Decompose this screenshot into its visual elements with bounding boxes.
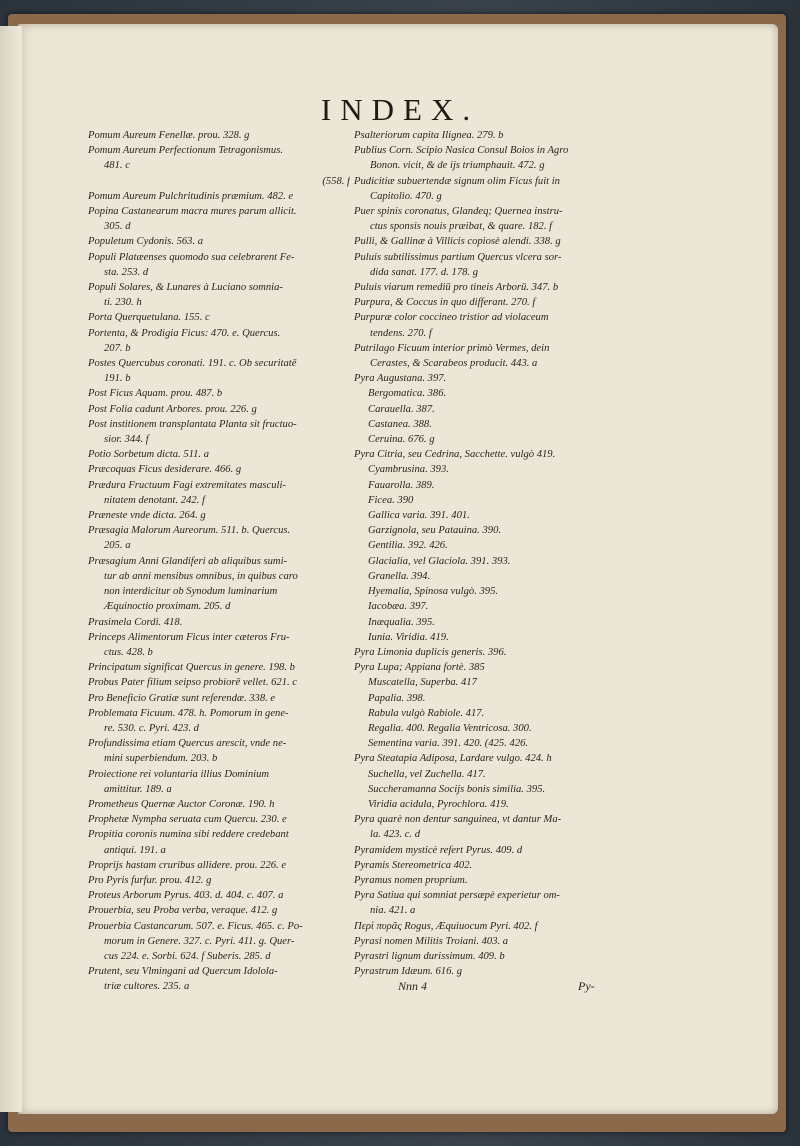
index-entry: tendens. 270. f xyxy=(370,327,432,339)
index-entry: Pyrastrum Idæum. 616. g xyxy=(354,966,462,978)
index-entry: Pyra Satiua qui somniat persæpè experietur om- xyxy=(354,890,560,902)
index-entry: Proteus Arborum Pyrus. 403. d. 404. c. 407. a xyxy=(88,890,284,902)
index-entry: Muscatella, Superba. 417 xyxy=(368,677,477,689)
index-entry: nia. 421. a xyxy=(370,905,416,917)
index-entry: 207. b xyxy=(104,342,131,354)
index-entry: antiqui. 191. a xyxy=(104,844,166,856)
index-entry: Æquinoctio proximam. 205. d xyxy=(104,601,231,613)
index-column-left xyxy=(88,128,350,995)
index-entry: la. 423. c. d xyxy=(370,829,421,841)
index-column-right xyxy=(354,128,612,979)
index-entry: Præneste vnde dicta. 264. g xyxy=(88,510,206,522)
index-entry: Prædura Fructuum Fagi extremitates masculi- xyxy=(88,479,286,491)
signature-mark: Nnn 4 xyxy=(398,979,428,993)
index-entry: Potio Sorbetum dicta. 511. a xyxy=(88,449,210,461)
index-entry: Viridia acidula, Pyrochlora. 419. xyxy=(368,798,509,810)
index-entry: Succheramanna Socijs bonis similia. 395. xyxy=(368,783,546,795)
index-entry: Profundissima etiam Quercus arescit, vnde ne- xyxy=(88,738,287,750)
index-entry: Pyra Augustana. 397. xyxy=(354,373,447,385)
index-entry: Præsagia Malorum Aureorum. 511. b. Quercus. xyxy=(88,525,291,537)
index-entry: Populetum Cydonis. 563. a xyxy=(88,236,204,248)
index-entry: Pomum Aureum Fenellæ. prou. 328. g xyxy=(88,130,250,141)
index-entry: Præcoquas Ficus desiderare. 466. g xyxy=(88,464,242,476)
index-entry: Cerastes, & Scarabeos producit. 443. a xyxy=(370,358,538,370)
index-entry: Pyramus nomen proprium. xyxy=(354,874,468,886)
index-entry: Præsagium Anni Glandiferi ab aliquibus sumi- xyxy=(88,555,288,567)
index-entry: Garzignola, seu Patauina. 390. xyxy=(368,525,502,537)
index-entry: Post Ficus Aquam. prou. 487. b xyxy=(88,388,223,400)
index-entry: Propitia coronis numina sibi reddere credebant xyxy=(88,829,289,841)
index-entry: Pyra Citria, seu Cedrina, Sacchette. vulgò 419. xyxy=(354,449,556,461)
index-entry: Iunia. Viridia. 419. xyxy=(368,631,449,643)
index-entry: amittitur. 189. a xyxy=(104,783,172,795)
index-entry: Pyramis Stereometrica 402. xyxy=(354,859,473,871)
index-entry: Bergomatica. 386. xyxy=(368,388,447,400)
index-entry: Portenta, & Prodigia Ficus: 470. e. Quercus. xyxy=(88,327,281,339)
index-entry: Glacialia, vel Glaciola. 391. 393. xyxy=(368,555,511,567)
index-entry: nitatem denotant. 242. f xyxy=(104,494,205,506)
index-entry: Pyramidem mysticè refert Pyrus. 409. d xyxy=(354,844,523,856)
index-entry: Περὶ πυρᾶς Rogus, Æquiuocum Pyri. 402. f xyxy=(354,920,538,932)
index-entry: Puluis viarum remediū pro tineis Arborū. 347. b xyxy=(354,282,559,294)
index-entry: dida sanat. 177. d. 178. g xyxy=(370,266,479,278)
index-entry: triæ cultores. 235. a xyxy=(104,981,190,993)
index-entry: 481. c xyxy=(104,160,130,172)
index-entry: Proiectione rei voluntaria illius Dominium xyxy=(88,768,270,780)
index-entry: Pro Pyris furfur. prou. 412. g xyxy=(88,874,212,886)
index-entry: Putrilago Ficuum interior primò Vermes, dein xyxy=(354,342,550,354)
index-entry: sior. 344. f xyxy=(104,434,149,446)
index-entry: non interdicitur ob Synodum luminarium xyxy=(104,586,278,598)
index-entry: Probus Pater filium seipso probiorē vellet. 621. c xyxy=(88,677,298,689)
index-entry: Prouerbia, seu Proba verba, veraque. 412. g xyxy=(88,905,278,917)
index-entry: mini superbiendum. 203. b xyxy=(104,753,218,765)
index-entry: Princeps Alimentorum Ficus inter cæteros Fru- xyxy=(88,631,290,643)
index-entry: Granella. 394. xyxy=(368,570,431,582)
index-entry: Sementina varia. 391. 420. (425. 426. xyxy=(368,738,529,750)
index-entry: Post Folia cadunt Arbores. prou. 226. g xyxy=(88,403,257,415)
index-entry: Iacobæa. 397. xyxy=(368,601,429,613)
index-entry: Pyrastri lignum durissimum. 409. b xyxy=(354,950,505,962)
index-entry: Problemata Ficuum. 478. h. Pomorum in gene- xyxy=(88,707,289,719)
index-entry: Pudicitiæ subuertendæ signum olim Ficus fuit in xyxy=(354,175,560,187)
index-entry: Pyrasi nomen Militis Troiani. 403. a xyxy=(354,935,509,947)
index-entry: Prutent, seu Vlmingani ad Quercum Idolola- xyxy=(88,966,278,978)
index-entry: ctus. 428. b xyxy=(104,646,153,658)
index-entry: Gallica varia. 391. 401. xyxy=(368,510,470,522)
index-entry: Pomum Aureum Pulchritudinis præmium. 482. e xyxy=(88,190,294,202)
index-entry: Pyra Lupa; Appiana fortè. 385 xyxy=(354,662,485,674)
index-entry: tur ab anni mensibus omnibus, in quibus caro xyxy=(104,570,298,582)
index-entry: Puluis subtilissimus partium Quercus vlcera sor- xyxy=(354,251,562,263)
catchword: Py- xyxy=(578,979,595,993)
index-entry: Pulli, & Gallinæ à Villicis copiosè alendi. 338. g xyxy=(354,236,561,248)
index-entry: Regalia. 400. Regalia Ventricosa. 300. xyxy=(368,722,532,734)
index-entry: Bonon. vicit, & de ijs triumphauit. 472. g xyxy=(370,160,545,172)
index-entry: ctus sponsis nouis præibat, & quare. 182. f xyxy=(370,221,553,233)
index-entry: Cyambrusina. 393. xyxy=(368,464,449,476)
index-entry: Fauarolla. 389. xyxy=(368,479,435,491)
index-entry: 205. a xyxy=(104,540,131,552)
index-entry: Pyra Limonia duplicis generis. 396. xyxy=(354,646,507,658)
index-entry: Inæqualia. 395. xyxy=(368,616,435,628)
index-entry: Castanea. 388. xyxy=(368,418,432,430)
index-entry: Populi Solares, & Lunares à Luciano somnia- xyxy=(88,282,283,294)
index-entry: Pomum Aureum Perfectionum Tetragonismus. xyxy=(88,145,283,157)
index-entry: Pro Beneficio Gratiæ sunt referendæ. 338. e xyxy=(88,692,276,704)
index-entry: Gentilia. 392. 426. xyxy=(368,540,448,552)
index-entry: Hyemalia, Spinosa vulgò. 395. xyxy=(368,586,499,598)
index-entry: Rabula vulgò Rabiole. 417. xyxy=(368,707,485,719)
index-entry: cus 224. e. Sorbi. 624. f Suberis. 285. d xyxy=(104,950,271,962)
index-entry: Ceruina. 676. g xyxy=(368,434,435,446)
index-entry: re. 530. c. Pyri. 423. d xyxy=(104,722,199,734)
index-entry: Papalia. 398. xyxy=(368,692,426,704)
index-entry: Prometheus Quernæ Auctor Coronæ. 190. h xyxy=(88,798,275,810)
index-entry: Ficea. 390 xyxy=(368,494,414,506)
index-entry: sta. 253. d xyxy=(104,266,149,278)
index-entry: Purpura, & Coccus in quo differant. 270. f xyxy=(354,297,536,309)
index-entry: Prophetæ Nympha seruata cum Quercu. 230. e xyxy=(88,814,287,826)
page-gutter xyxy=(0,26,22,1112)
index-entry: 191. b xyxy=(104,373,131,385)
index-entry: morum in Genere. 327. c. Pyri. 411. g. Quer- xyxy=(104,935,295,947)
index-entry: Proprijs hastam cruribus allidere. prou. 226. e xyxy=(88,859,287,871)
index-entry: Carauella. 387. xyxy=(368,403,435,415)
index-entry: Purpuræ color coccineo tristior ad violaceum xyxy=(354,312,549,324)
index-entry: Prasimela Cordi. 418. xyxy=(88,616,183,628)
index-entry: Publius Corn. Scipio Nasica Consul Boios in Agro xyxy=(354,145,569,157)
index-entry: Post institionem transplantata Planta sit fructuo- xyxy=(88,418,297,430)
index-entry: Populi Platæenses quomodo sua celebrarent Fe- xyxy=(88,251,295,263)
index-entry: Porta Querquetulana. 155. c xyxy=(88,312,210,324)
index-entry: Suchella, vel Zuchella. 417. xyxy=(368,768,486,780)
page-title: INDEX. xyxy=(320,92,480,127)
index-entry: Popina Castanearum macra mures parum allicit. xyxy=(88,206,297,218)
index-entry: Postes Quercubus coronati. 191. c. Ob securitatē xyxy=(88,358,297,370)
index-entry: Puer spinis coronatus, Glandeq; Quernea instru- xyxy=(354,206,563,218)
index-entry: Capitolio. 470. g xyxy=(370,190,442,202)
index-entry: Psalteriorum capita Ilignea. 279. b xyxy=(354,130,504,141)
index-entry: Pyra Steatapia Adiposa, Lardare vulgo. 424. h xyxy=(354,753,552,765)
index-entry: Principatum significat Quercus in genere. 198. b xyxy=(88,662,295,674)
index-entry: Pyra quarè non dentur sanguinea, vt dantur Ma- xyxy=(354,814,562,826)
index-entry: 305. d xyxy=(104,221,131,233)
index-entry: Prouerbia Castancarum. 507. e. Ficus. 465. c. Po- xyxy=(88,920,303,932)
index-entry: (558. f xyxy=(322,175,350,187)
index-entry: ti. 230. h xyxy=(104,297,142,309)
